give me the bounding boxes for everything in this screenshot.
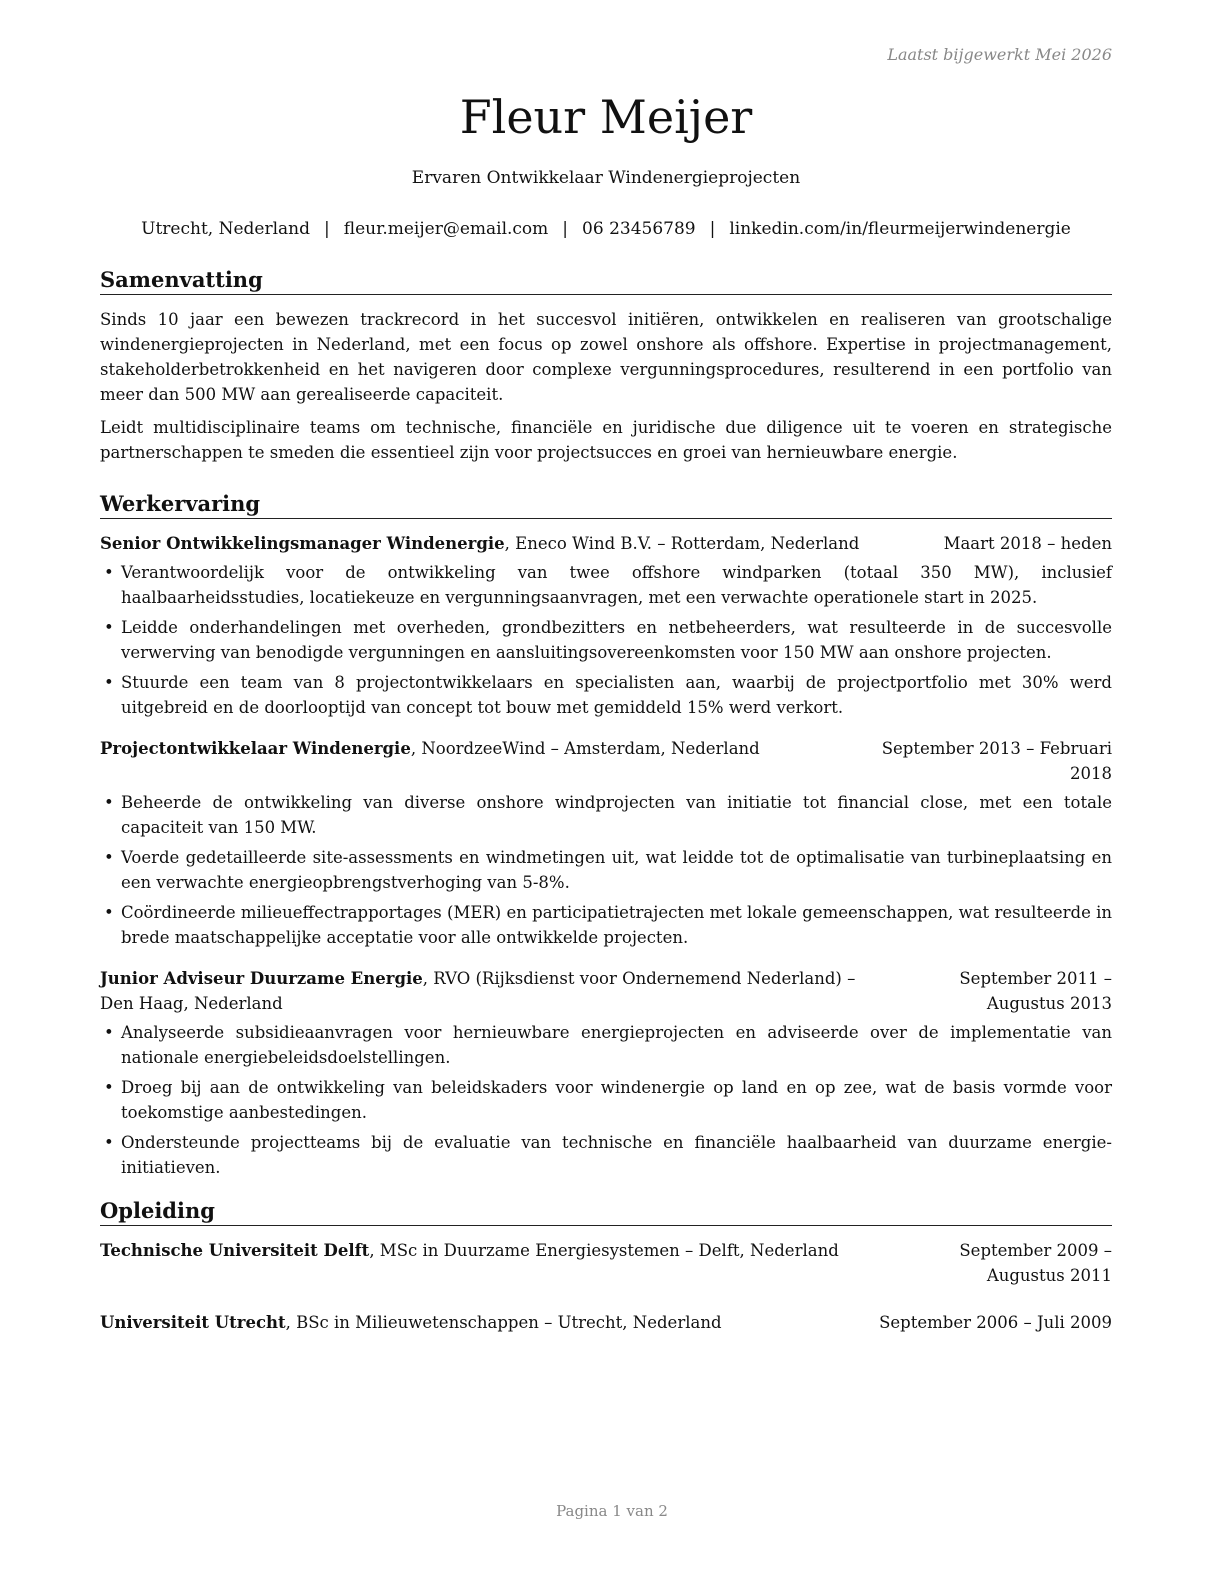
job-bullet: • Ondersteunde projectteams bij de evaluatie van technische en financiële haalbaarheid van duurzame energie-initiatieven. — [100, 1130, 1112, 1180]
job-bullet: • Beheerde de ontwikkeling van diverse onshore windprojecten van initiatie tot financial close, met een totale capaciteit van 150 MW. — [100, 790, 1112, 840]
job-dates: Maart 2018 – heden — [943, 534, 1112, 553]
experience-entry — [100, 966, 1112, 1180]
candidate-subtitle: Ervaren Ontwikkelaar Windenergieprojecten — [411, 168, 801, 188]
contact-line — [100, 217, 1112, 241]
experience-entry — [100, 736, 1112, 950]
page-number: Pagina 1 van 2 — [556, 1502, 668, 1520]
experience-entry-header — [100, 531, 1112, 556]
job-bullet: • Coördineerde milieueffectrapportages (MER) en participatietrajecten met lokale gemeenschappen, wat resulteerde in brede maatschappelijke acceptatie voor alle ontwikkelde projecten. — [100, 900, 1112, 950]
section-title-summary: Samenvatting — [100, 267, 1112, 295]
contact-separator: | — [709, 219, 716, 239]
education-dates: September 2009 – Augustus 2011 — [959, 1241, 1112, 1285]
job-role: Senior Ontwikkelingsmanager Windenergie — [100, 534, 505, 553]
last-updated: Laatst bijgewerkt Mei 2026 — [887, 45, 1112, 64]
contact-email[interactable]: fleur.meijer@email.com — [343, 219, 549, 239]
job-bullets — [100, 560, 1112, 720]
education-entry-title — [100, 1310, 730, 1335]
education-dates: September 2006 – Juli 2009 — [879, 1313, 1112, 1332]
experience-entry-title — [100, 966, 877, 1016]
contact-location: Utrecht, Nederland — [141, 219, 310, 239]
job-bullet: • Analyseerde subsidieaanvragen voor hernieuwbare energieprojecten en adviseerde over de implementatie van nationale energiebeleidsdoelstellingen. — [100, 1020, 1112, 1070]
job-dates: September 2011 – Augustus 2013 — [959, 969, 1112, 1013]
experience-entry-header — [100, 736, 1112, 786]
job-bullet: • Droeg bij aan de ontwikkeling van beleidskaders voor windenergie op land en op zee, wat de basis vormde voor toekomstige aanbestedingen. — [100, 1075, 1112, 1125]
education-entry-header — [100, 1310, 1112, 1335]
job-bullet: • Stuurde een team van 8 projectontwikkelaars en specialisten aan, waarbij de projectportfolio met 30% werd uitgebreid en de doorlooptijd van concept tot bouw met gemiddeld 15% werd verkort. — [100, 670, 1112, 720]
candidate-name: Fleur Meijer — [459, 90, 753, 144]
contact-separator: | — [562, 219, 569, 239]
job-bullets — [100, 790, 1112, 950]
education-detail: , MSc in Duurzame Energiesystemen – Delft, Nederland — [369, 1241, 839, 1260]
job-role: Projectontwikkelaar Windenergie — [100, 739, 411, 758]
job-dates: September 2013 – Februari 2018 — [881, 739, 1112, 783]
contact-phone: 06 23456789 — [582, 219, 696, 239]
summary-paragraph: Sinds 10 jaar een bewezen trackrecord in het succesvol initiëren, ontwikkelen en realiseren van grootschalige windenergieprojecten in Nederland, met een focus op zowel onshore als offshore. Expertise in projectmanagement, stakeholderbetrokkenheid en het navigeren door complexe vergunningsprocedures, resulterend in een portfolio van meer dan 500 MW aan gerealiseerde capaciteit. — [100, 310, 1112, 404]
education-entry — [100, 1238, 1112, 1288]
job-role: Junior Adviseur Duurzame Energie — [100, 969, 423, 988]
education-school: Technische Universiteit Delft — [100, 1241, 370, 1260]
job-bullet: • Verantwoordelijk voor de ontwikkeling van twee offshore windparken (totaal 350 MW), inclusief haalbaarheidsstudies, locatiekeuze en vergunningsaanvragen, met een verwachte operationele start in 2025. — [100, 560, 1112, 610]
job-organization: , Eneco Wind B.V. – Rotterdam, Nederland — [504, 534, 860, 553]
job-organization: , NoordzeeWind – Amsterdam, Nederland — [410, 739, 760, 758]
summary-paragraph: Leidt multidisciplinaire teams om technische, financiële en juridische due diligence uit te voeren en strategische partnerschappen te smeden die essentieel zijn voor projectsucces en groei van hernieuwbare energie. — [100, 418, 1112, 462]
education-entry-header — [100, 1238, 1112, 1288]
education-school: Universiteit Utrecht — [100, 1313, 286, 1332]
education-entry — [100, 1310, 1112, 1335]
experience-entry-header — [100, 966, 1112, 1016]
education-entry-title — [100, 1238, 847, 1263]
job-organization: , RVO (Rijksdienst voor Ondernemend Nederland) – Den Haag, Nederland — [100, 969, 856, 1013]
job-bullets — [100, 1020, 1112, 1180]
experience-entry-title — [100, 531, 867, 556]
job-bullet: • Leidde onderhandelingen met overheden, grondbezitters en netbeheerders, wat resulteerde in de succesvolle verwerving van benodigde vergunningen en aansluitingsovereenkomsten voor 150 MW aan onshore projecten. — [100, 615, 1112, 665]
resume-page — [100, 0, 1112, 1351]
job-bullet: • Voerde gedetailleerde site-assessments en windmetingen uit, wat leidde tot de optimalisatie van turbineplaatsing en een verwachte energieopbrengstverhoging van 5-8%. — [100, 845, 1112, 895]
experience-entry-title — [100, 736, 768, 761]
contact-linkedin[interactable]: linkedin.com/in/fleurmeijerwindenergie — [729, 219, 1071, 239]
section-title-experience: Werkervaring — [100, 491, 1112, 519]
education-detail: , BSc in Milieuwetenschappen – Utrecht, Nederland — [285, 1313, 722, 1332]
experience-entry — [100, 531, 1112, 720]
section-title-education: Opleiding — [100, 1198, 1112, 1226]
contact-separator: | — [324, 219, 330, 239]
